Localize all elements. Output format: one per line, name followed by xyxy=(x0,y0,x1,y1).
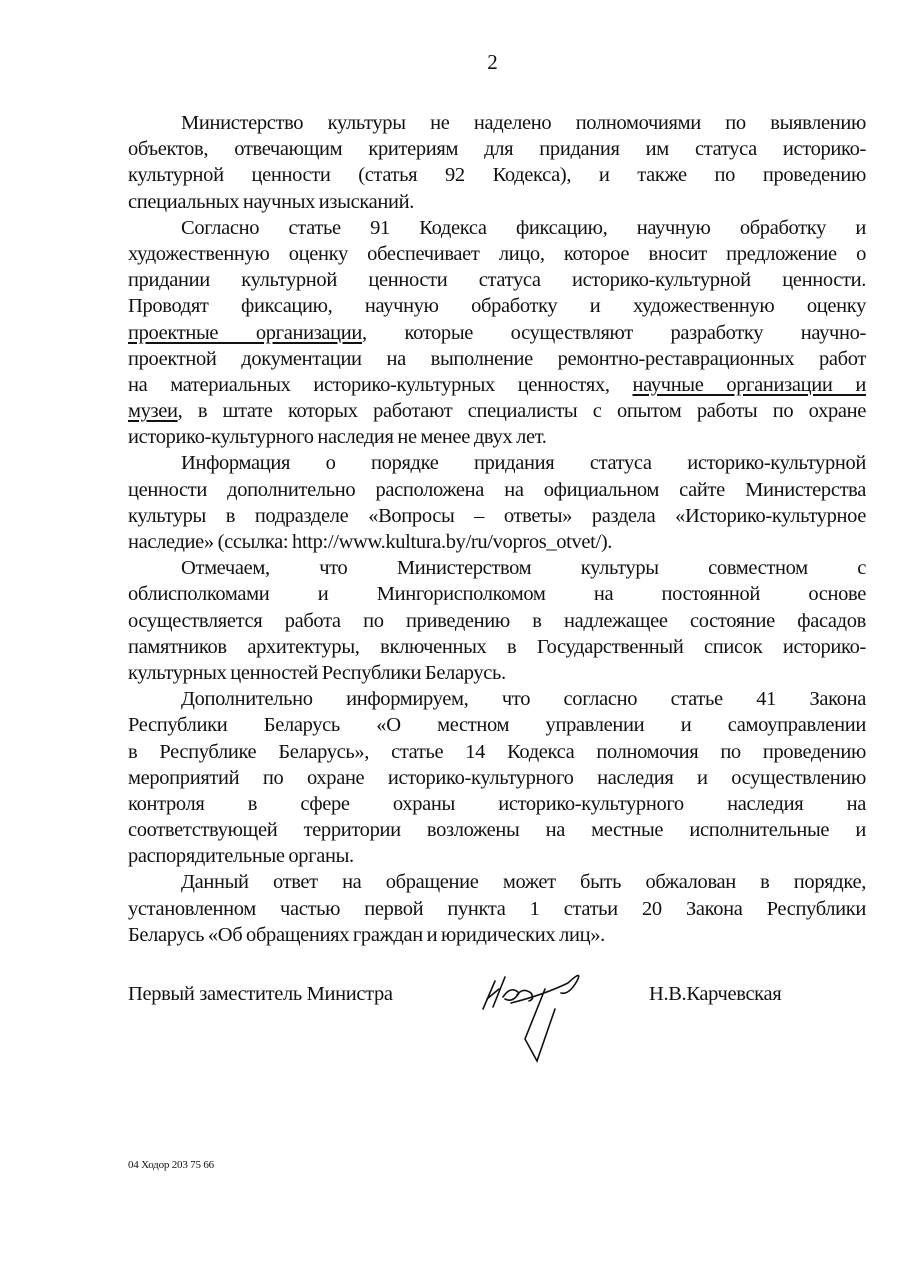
text-segment: проектной документации на выполнение ремонтно-реставрационных работ xyxy=(128,347,866,370)
text-segment: Республики Беларусь «О местном управлении и самоуправлении xyxy=(128,714,866,737)
signatory-title: Первый заместитель Министра xyxy=(128,983,393,1005)
text-segment: историко-культурного наследия не менее двух лет. xyxy=(128,426,547,449)
text-line xyxy=(128,922,866,948)
text-segment: ценности дополнительно расположена на официальном сайте Министерства xyxy=(128,478,866,501)
underlined-text: проектные организации xyxy=(128,321,363,344)
text-segment: специальных научных изысканий. xyxy=(128,190,415,213)
text-line xyxy=(128,320,866,346)
text-segment: , в штате которых работают специалисты с опытом работы по охране xyxy=(177,400,866,423)
page-number: 2 xyxy=(487,50,498,74)
text-segment: мероприятий по охране историко-культурного наследия и осуществлению xyxy=(128,766,866,789)
text-line xyxy=(128,215,866,241)
text-line xyxy=(128,372,866,398)
text-line xyxy=(128,634,866,660)
text-line xyxy=(128,189,866,215)
text-line xyxy=(128,136,866,162)
text-segment: осуществляется работа по приведению в надлежащее состояние фасадов xyxy=(128,609,866,632)
text-segment: Беларусь «Об обращениях граждан и юридических лиц». xyxy=(128,923,605,946)
text-segment: установленном частью первой пункта 1 статьи 20 Закона Республики xyxy=(128,897,866,920)
underlined-text: научные организации и xyxy=(632,373,866,396)
text-segment: на материальных историко-культурных ценностях, xyxy=(128,373,633,396)
text-line xyxy=(128,162,866,188)
handwritten-signature xyxy=(473,969,603,1069)
text-segment: культурных ценностей Республики Беларусь. xyxy=(128,661,506,684)
text-segment: памятников архитектуры, включенных в Государственный список историко- xyxy=(128,635,866,658)
text-segment: соответствующей территории возложены на местные исполнительные и xyxy=(128,819,866,842)
text-segment: Информация о порядке придания статуса историко-культурной xyxy=(181,452,866,475)
text-line xyxy=(128,398,866,424)
text-line xyxy=(128,555,866,581)
text-line xyxy=(128,424,866,450)
signatory-name: Н.В.Карчевская xyxy=(649,983,782,1005)
underlined-text: музеи xyxy=(128,400,178,423)
text-segment: художественную оценку обеспечивает лицо, которое вносит предложение о xyxy=(128,242,866,265)
text-line xyxy=(128,843,866,869)
text-segment: Отмечаем, что Министерством культуры совместном с xyxy=(181,557,866,580)
text-line xyxy=(128,293,866,319)
text-segment: наследие» (ссылка: http://www.kultura.by/ru/vopros_otvet/). xyxy=(128,531,613,553)
text-line xyxy=(128,712,866,738)
text-segment: Дополнительно информируем, что согласно статье 41 Закона xyxy=(181,688,866,711)
letter-body xyxy=(128,110,866,948)
signature-block xyxy=(128,983,868,1063)
text-segment: в Республике Беларусь», статье 14 Кодекса полномочия по проведению xyxy=(128,740,866,763)
text-line xyxy=(128,869,866,895)
text-line xyxy=(128,241,866,267)
text-line xyxy=(128,739,866,765)
text-line xyxy=(128,686,866,712)
text-segment: объектов, отвечающим критериям для придания им статуса историко- xyxy=(128,138,866,161)
text-line xyxy=(128,477,866,503)
text-line xyxy=(128,529,866,555)
text-segment: распорядительные органы. xyxy=(128,845,354,868)
text-segment: придании культурной ценности статуса историко-культурной ценности. xyxy=(128,269,866,292)
text-line xyxy=(128,503,866,529)
text-line xyxy=(128,765,866,791)
text-line xyxy=(128,110,866,136)
text-line xyxy=(128,267,866,293)
text-line xyxy=(128,450,866,476)
text-line xyxy=(128,896,866,922)
text-segment: культурной ценности (статья 92 Кодекса), и также по проведению xyxy=(128,164,866,187)
text-segment: культуры в подразделе «Вопросы – ответы» раздела «Историко-культурное xyxy=(128,504,866,527)
text-segment: Данный ответ на обращение может быть обжалован в порядке, xyxy=(181,871,866,894)
text-segment: Министерство культуры не наделено полномочиями по выявлению xyxy=(181,112,866,134)
text-line xyxy=(128,581,866,607)
text-line xyxy=(128,791,866,817)
text-segment: Проводят фиксацию, научную обработку и художественную оценку xyxy=(128,295,866,318)
text-segment: облисполкомами и Мингорисполкомом на постоянной основе xyxy=(128,583,866,606)
text-segment: Согласно статье 91 Кодекса фиксацию, научную обработку и xyxy=(181,216,866,239)
text-line xyxy=(128,817,866,843)
executor-note: 04 Ходор 203 75 66 xyxy=(128,1159,214,1171)
text-segment: контроля в сфере охраны историко-культурного наследия на xyxy=(128,792,866,815)
text-segment: , которые осуществляют разработку научно- xyxy=(362,321,866,344)
text-line xyxy=(128,660,866,686)
text-line xyxy=(128,608,866,634)
text-line xyxy=(128,346,866,372)
